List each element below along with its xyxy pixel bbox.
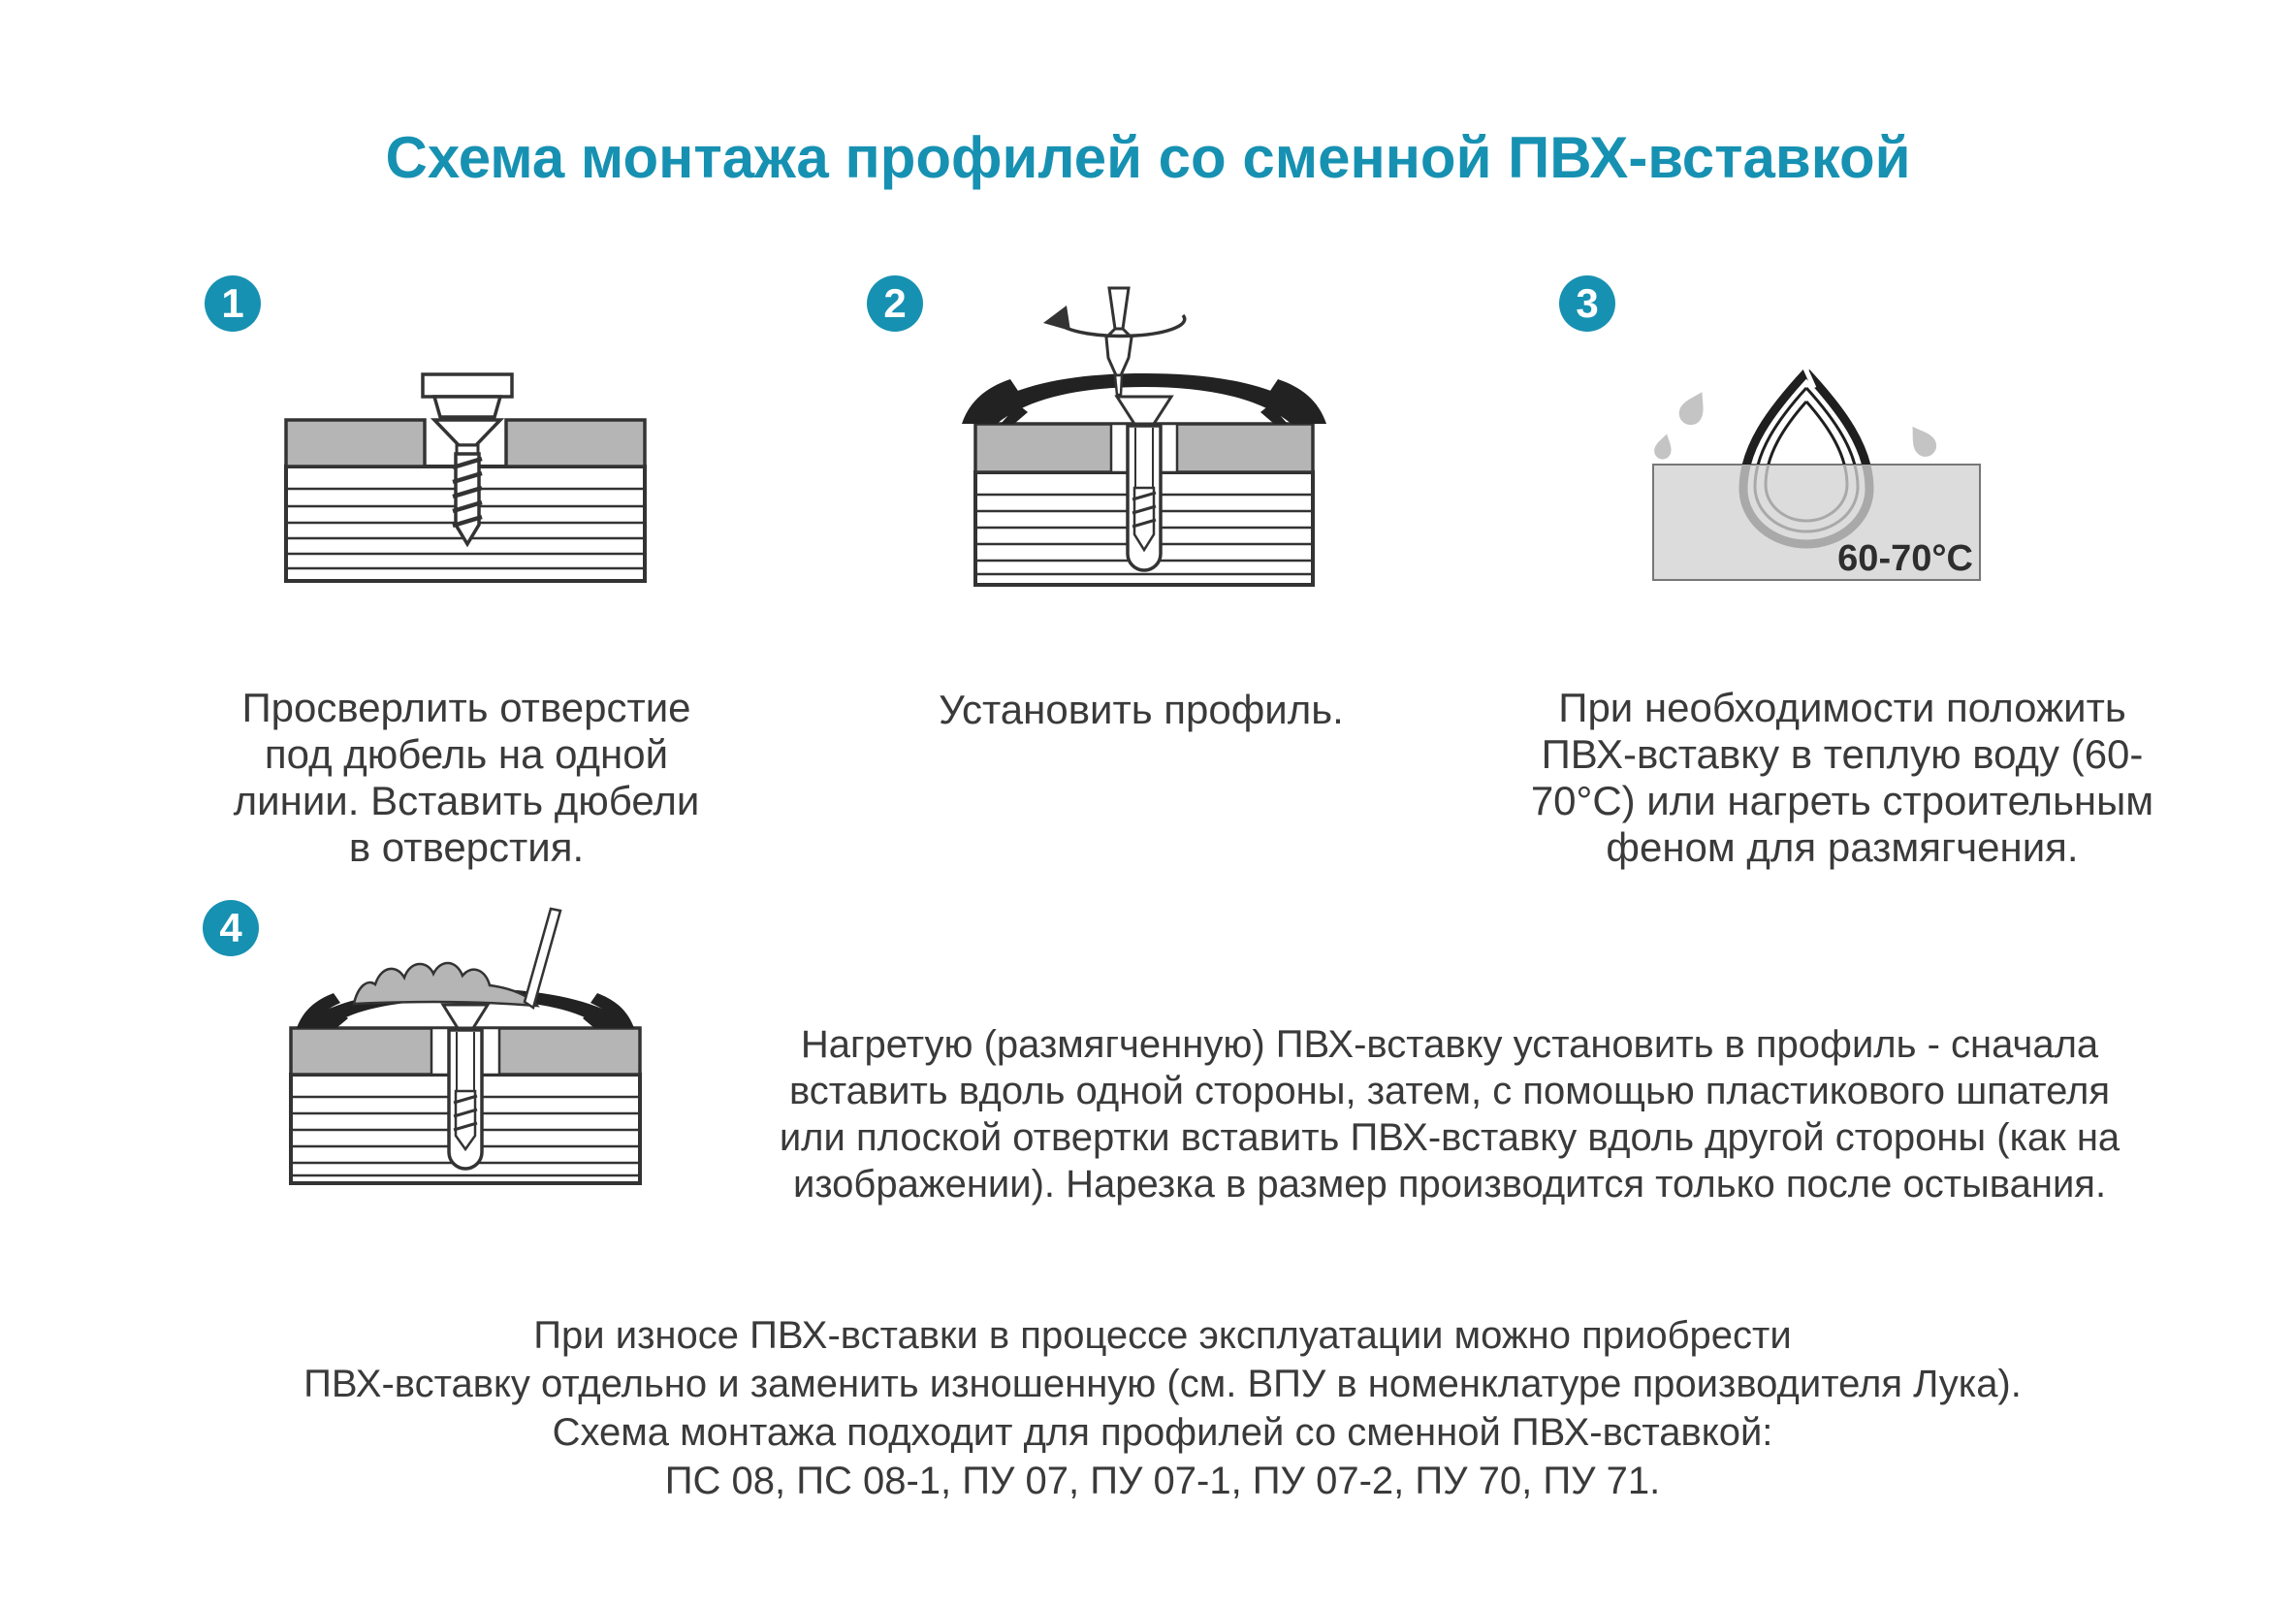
step-4-number: 4 <box>219 905 242 950</box>
caption-line: вставить вдоль одной стороны, затем, с помощью пластикового шпателя <box>788 1070 2111 1112</box>
step-1-badge <box>205 275 261 332</box>
step-4-badge <box>203 900 259 956</box>
water-temperature-label: 60-70°C <box>1837 538 1973 579</box>
caption-line: Нагретую (размягченную) ПВХ-вставку установить в профиль - сначала <box>800 1023 2099 1066</box>
step-2-number: 2 <box>883 280 907 326</box>
step-2-caption <box>850 687 1432 733</box>
step-3-number: 3 <box>1576 280 1599 326</box>
caption-line: изображении). Нарезка в размер производится только после остывания. <box>792 1163 2107 1206</box>
step-3-illustration-warm-water <box>1600 351 2046 594</box>
caption-line: ПВХ-вставку в теплую воду (60- <box>1541 731 2144 777</box>
step-4-illustration-press-insert <box>271 907 659 1207</box>
caption-line: или плоской отвертки вставить ПВХ-вставку вдоль другой стороны (как на <box>779 1116 2121 1159</box>
flat-screwdriver-blade-icon <box>525 909 560 1008</box>
pvc-insert-wavy <box>354 963 537 1006</box>
caption-line: линии. Вставить дюбели <box>233 778 700 823</box>
footer-line: При износе ПВХ-вставки в процессе эксплуатации можно приобрести <box>533 1314 1792 1357</box>
step-3-caption <box>1503 685 2182 871</box>
dowel-with-screw <box>1128 426 1161 570</box>
step-2-illustration-install-profile <box>950 286 1338 596</box>
step-1-illustration-drill-dowel <box>281 371 650 585</box>
dowel-with-screw <box>449 1030 482 1169</box>
countersunk-screw-head <box>1117 397 1171 424</box>
caption-line: 70°C) или нагреть строительным <box>1530 778 2154 823</box>
footer-line: ПВХ-вставку отдельно и заменить изношенную (см. ВПУ в номенклатуре производителя Лука). <box>303 1363 2022 1405</box>
footer-line: ПС 08, ПС 08-1, ПУ 07, ПУ 07-1, ПУ 07-2, ПУ 70, ПУ 71. <box>664 1460 1661 1502</box>
step-1-number: 1 <box>221 280 244 326</box>
caption-line: Просверлить отверстие <box>241 685 691 730</box>
step-2-badge <box>867 275 923 332</box>
caption-line: под дюбель на одной <box>264 731 669 777</box>
footer-line: Схема монтажа подходит для профилей со сменной ПВХ-вставкой: <box>552 1411 1773 1454</box>
countersunk-screw-head <box>443 1005 488 1028</box>
step-4-caption <box>722 1021 2177 1207</box>
caption-line: в отверстия. <box>348 824 585 870</box>
footer-note <box>29 1311 2296 1505</box>
step-1-caption <box>175 685 757 871</box>
caption-line: Установить профиль. <box>939 687 1344 732</box>
caption-line: При необходимости положить <box>1558 685 2126 730</box>
page-title: Схема монтажа профилей со сменной ПВХ-вставкой <box>385 125 1911 190</box>
caption-line: феном для размягчения. <box>1606 824 2079 870</box>
step-3-badge <box>1559 275 1615 332</box>
